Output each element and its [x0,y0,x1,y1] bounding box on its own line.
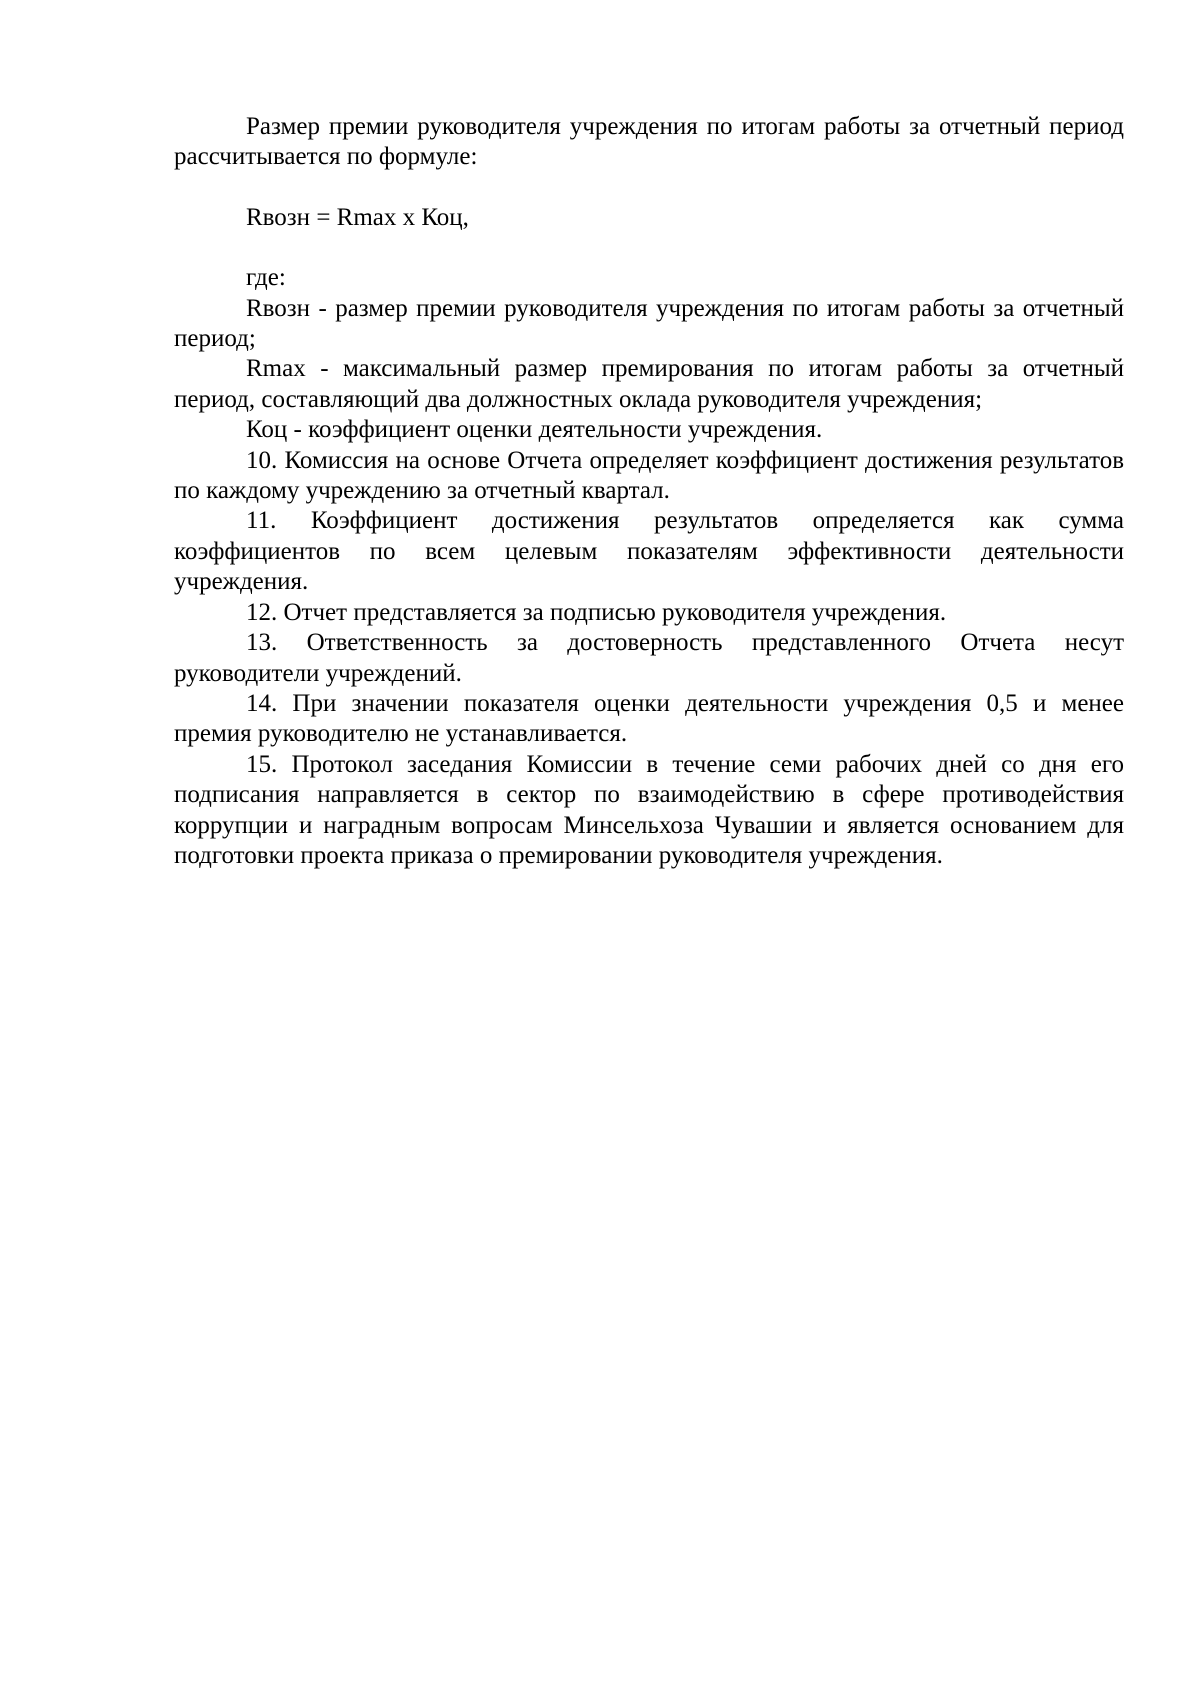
document-body [174,112,1124,871]
paragraph-def-rvozn: Rвозн - размер премии руководителя учреждения по итогам работы за отчетный период; [174,294,1124,353]
paragraph-item-11: 11. Коэффициент достижения результатов определяется как сумма коэффициентов по всем целевым показателям эффективности деятельности учреждения. [174,507,1124,596]
paragraph-def-rmax: Rmax - максимальный размер премирования по итогам работы за отчетный период, составляющий два должностных оклада руководителя учреждения; [174,355,1124,413]
paragraph-item-15: 15. Протокол заседания Комиссии в течение семи рабочих дней со дня его подписания направляется в сектор по взаимодействию в сфере противодействия коррупции и наградным вопросам Минсельхоза Чувашии и является основанием для подготовки проекта приказа о премировании руководителя учреждения. [174,750,1124,869]
paragraph-item-12: 12. Отчет представляется за подписью руководителя учреждения. [246,598,947,626]
paragraph-premium-intro: Размер премии руководителя учреждения по итогам работы за отчетный период рассчитывается по формуле: [174,113,1124,171]
paragraph-def-koc: Коц - коэффициент оценки деятельности учреждения. [246,416,823,444]
paragraph-item-10: 10. Комиссия на основе Отчета определяет коэффициент достижения результатов по каждому учреждению за отчетный квартал. [174,446,1124,505]
paragraph-item-14: 14. При значении показателя оценки деятельности учреждения 0,5 и менее премия руководителю не устанавливается. [174,689,1124,748]
paragraph-where: где: [246,264,286,292]
paragraph-formula: Rвозн = Rmax x Коц, [246,203,469,231]
paragraph-item-13: 13. Ответственность за достоверность представленного Отчета несут руководители учреждений. [174,629,1124,687]
